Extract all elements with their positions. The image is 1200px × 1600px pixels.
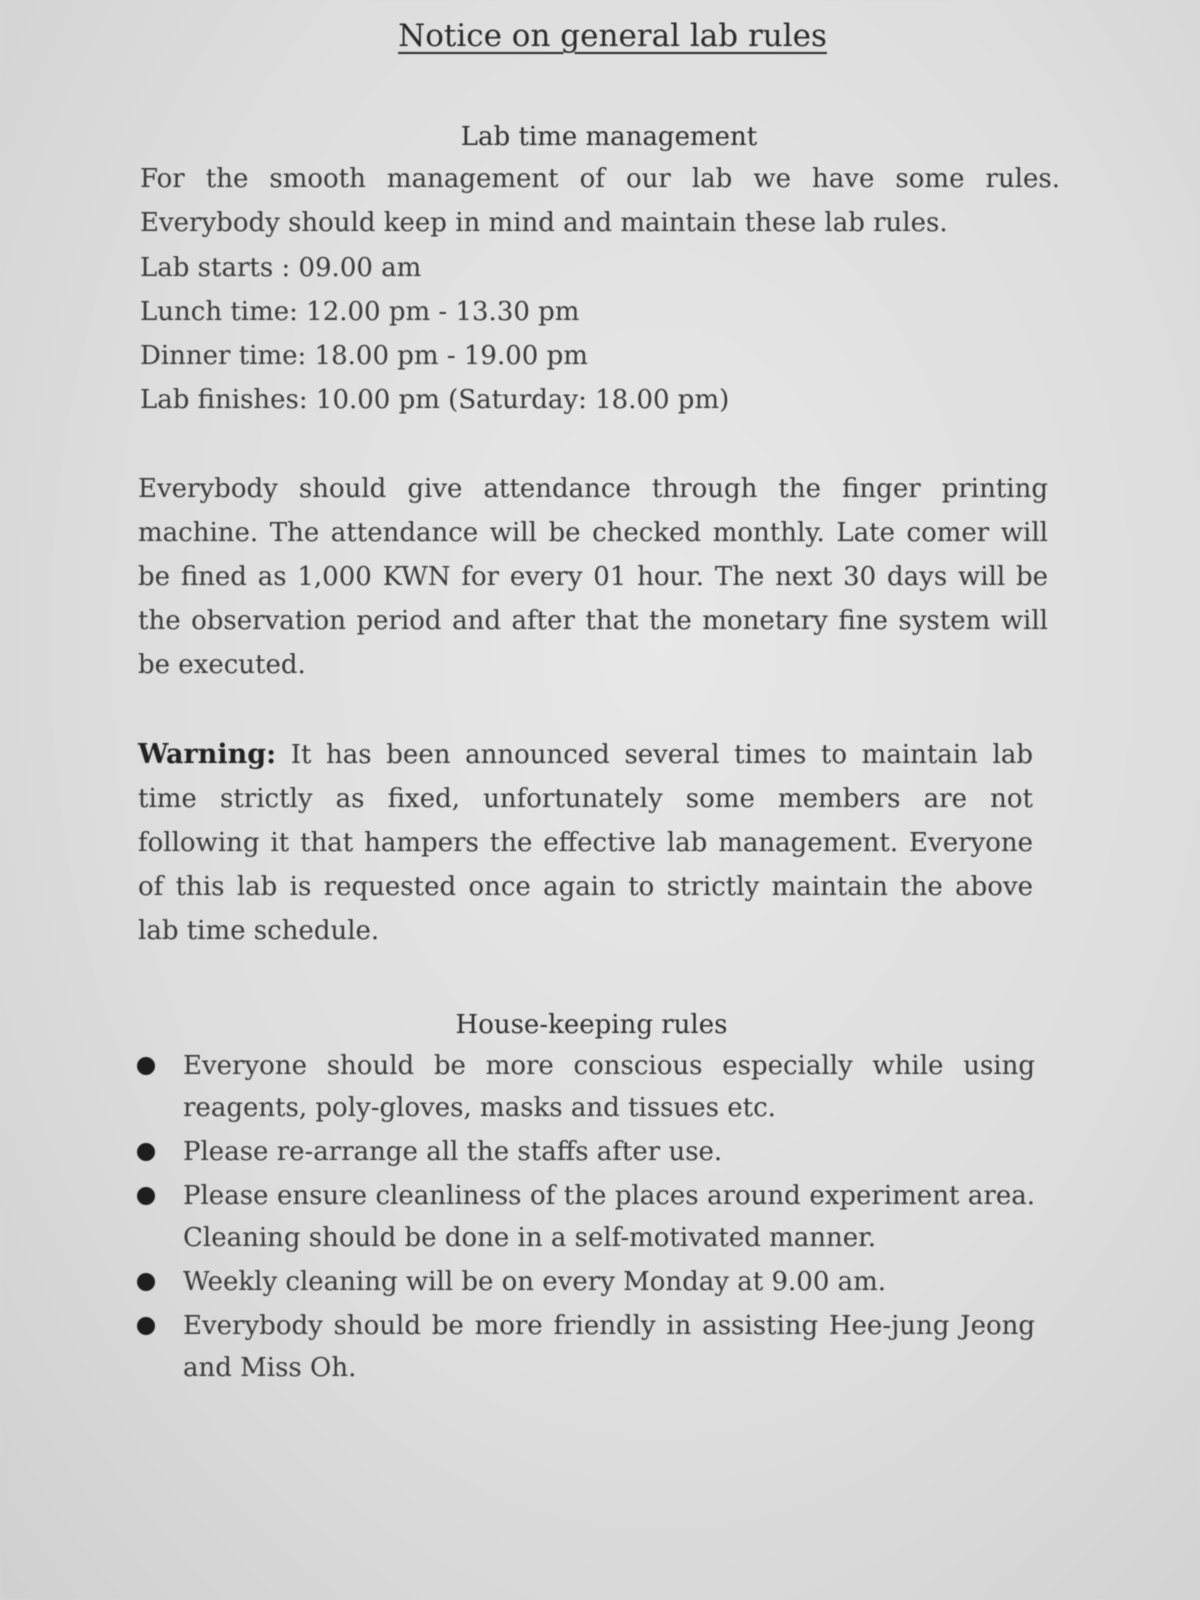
rule-text: Everybody should be more friendly in assisting Hee-jung Jeong and Miss Oh. (183, 1311, 1035, 1383)
schedule-lab-starts: Lab starts : 09.00 am (140, 253, 422, 283)
house-keeping-rules-list (135, 1045, 1035, 1391)
list-item (135, 1045, 1035, 1129)
warning-label: Warning: (138, 739, 277, 770)
document-title: Notice on general lab rules (398, 18, 827, 54)
bullet-icon (137, 1187, 155, 1205)
attendance-paragraph: Everybody should give attendance through the finger printing machine. The attendance will be checked monthly. Late comer will be fined as 1,000 KWN for every 01 hour. The next 30 days will be the observation period and after that the monetary fine system will be executed. (138, 474, 1048, 680)
list-item (135, 1305, 1035, 1389)
list-item (135, 1175, 1035, 1259)
bullet-icon (137, 1143, 155, 1161)
list-item (135, 1131, 1035, 1173)
lab-time-heading: Lab time management (460, 122, 758, 152)
schedule-dinner-time: Dinner time: 18.00 pm - 19.00 pm (140, 341, 588, 371)
rule-text: Weekly cleaning will be on every Monday at 9.00 am. (183, 1267, 887, 1297)
lab-schedule (140, 246, 729, 422)
rule-text: Everyone should be more conscious especially while using reagents, poly-gloves, masks and tissues etc. (183, 1051, 1035, 1123)
bullet-icon (137, 1057, 155, 1075)
rule-text: Please re-arrange all the staffs after use. (183, 1137, 723, 1167)
bullet-icon (137, 1273, 155, 1291)
rule-text: Please ensure cleanliness of the places around experiment area. Cleaning should be done in a self-motivated manner. (183, 1181, 1035, 1253)
intro-paragraph: For the smooth management of our lab we have some rules. Everybody should keep in mind and maintain these lab rules. (140, 164, 1060, 238)
warning-paragraph (138, 733, 1033, 953)
house-keeping-heading: House-keeping rules (455, 1010, 728, 1040)
list-item (135, 1261, 1035, 1303)
schedule-lunch-time: Lunch time: 12.00 pm - 13.30 pm (140, 297, 580, 327)
schedule-lab-finishes: Lab finishes: 10.00 pm (Saturday: 18.00 pm) (140, 385, 730, 415)
bullet-icon (137, 1317, 155, 1335)
warning-text: It has been announced several times to maintain lab time strictly as fixed, unfortunately some members are not following it that hampers the effective lab management. Everyone of this lab is requested once again to strictly maintain the above lab time schedule. (138, 740, 1033, 946)
